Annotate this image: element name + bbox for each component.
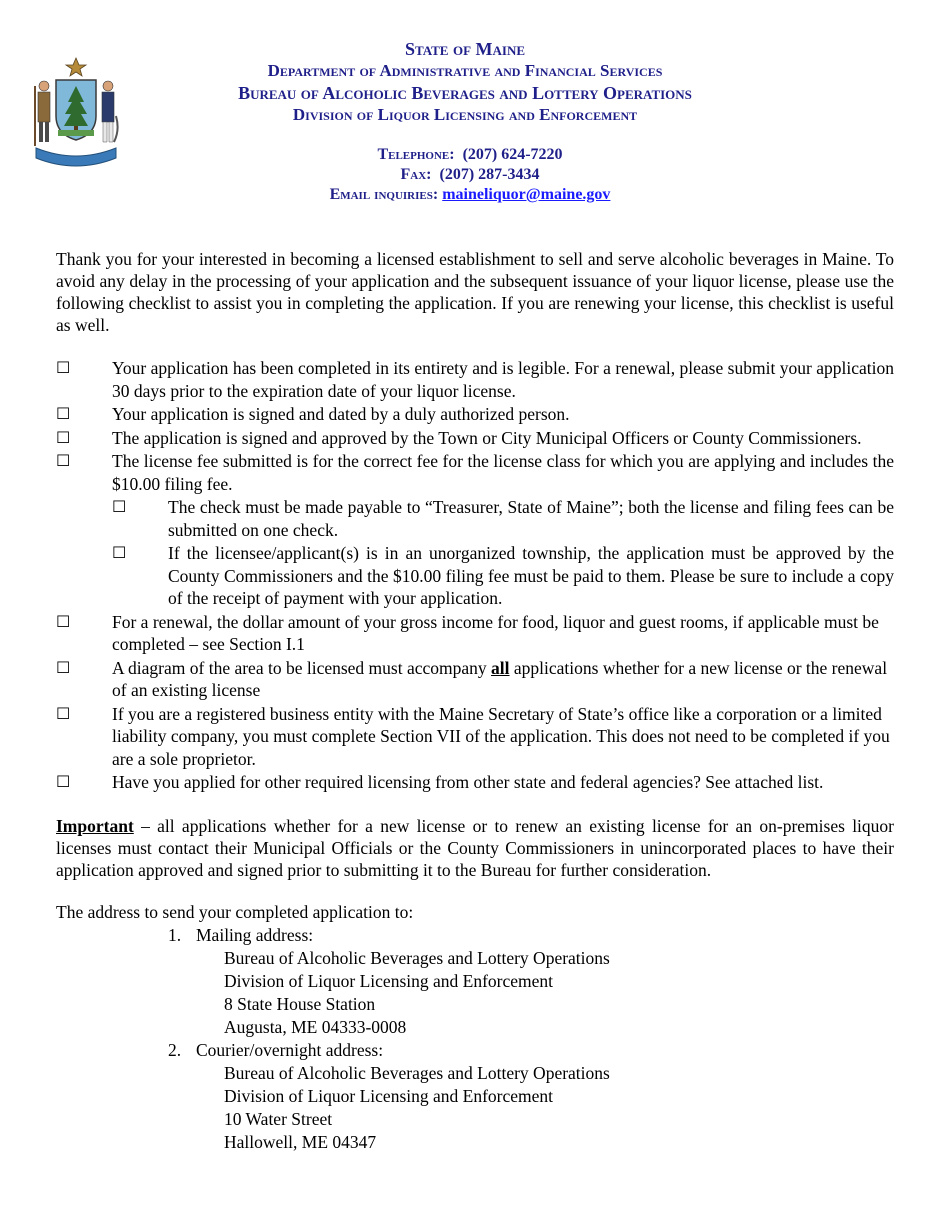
checklist-item bbox=[56, 450, 894, 495]
mailing-address-label: Mailing address: bbox=[196, 925, 314, 945]
checklist-subitem bbox=[112, 542, 894, 610]
address-line: Hallowell, ME 04347 bbox=[224, 1132, 377, 1152]
checkbox-icon[interactable]: ☐ bbox=[56, 703, 71, 723]
address-line: 8 State House Station bbox=[224, 994, 376, 1014]
important-label: Important bbox=[56, 816, 134, 836]
checklist-subitem bbox=[112, 496, 894, 541]
checklist-item bbox=[56, 403, 894, 426]
checklist-item-text: Have you applied for other required licensing from other state and federal agencies? See attached list. bbox=[112, 772, 824, 792]
address-intro: The address to send your completed application to: bbox=[56, 902, 414, 922]
mailing-address-heading bbox=[168, 924, 610, 947]
telephone-line bbox=[240, 145, 700, 165]
checkbox-icon[interactable]: ☐ bbox=[56, 772, 71, 791]
checklist-item bbox=[56, 611, 894, 656]
address-line: Bureau of Alcoholic Beverages and Lottery Operations bbox=[224, 1063, 610, 1083]
checklist-item bbox=[56, 703, 894, 771]
checklist-item-text-after: applications whether for a new license or the renewal of an existing license bbox=[112, 657, 888, 700]
checklist-item-text: The license fee submitted is for the correct fee for the license class for which you are applying and includes the $10.00 filing fee. bbox=[112, 451, 894, 494]
email-label: Email inquiries: bbox=[329, 186, 439, 203]
courier-address bbox=[168, 1062, 610, 1154]
address-list bbox=[168, 924, 610, 1154]
checklist-item-text: For a renewal, the dollar amount of your gross income for food, liquor and guest rooms, if applicable must be completed – see Section I.1 bbox=[112, 611, 879, 654]
contact-block bbox=[240, 145, 700, 205]
important-notice bbox=[56, 815, 894, 881]
telephone-number: (207) 624-7220 bbox=[462, 146, 563, 163]
address-line: 10 Water Street bbox=[224, 1109, 333, 1129]
address-line: Augusta, ME 04333-0008 bbox=[224, 1017, 407, 1037]
division-title: Division of Liquor Licensing and Enforcement bbox=[292, 105, 638, 124]
address-line: Bureau of Alcoholic Beverages and Lottery Operations bbox=[224, 948, 610, 968]
fax-label: Fax: bbox=[400, 166, 432, 183]
checkbox-icon[interactable]: ☐ bbox=[56, 404, 71, 423]
mailing-address bbox=[168, 947, 610, 1039]
checklist-item-text: Your application has been completed in its entirety and is legible. For a renewal, please submit your application 30 days prior to the expiration date of your liquor license. bbox=[112, 358, 894, 401]
courier-address-heading bbox=[168, 1039, 610, 1062]
mailing-address-number: 1. bbox=[168, 925, 182, 945]
fax-number: (207) 287-3434 bbox=[439, 166, 540, 183]
checkbox-icon[interactable]: ☐ bbox=[56, 451, 71, 470]
checklist-item bbox=[56, 357, 894, 402]
checklist-item bbox=[56, 771, 894, 794]
letterhead bbox=[140, 38, 790, 126]
telephone-label: Telephone: bbox=[377, 146, 455, 163]
department-title: Department of Administrative and Financial Services bbox=[267, 61, 663, 80]
email-line bbox=[240, 185, 700, 205]
courier-address-label: Courier/overnight address: bbox=[196, 1040, 384, 1060]
courier-address-number: 2. bbox=[168, 1040, 182, 1060]
checkbox-icon[interactable]: ☐ bbox=[56, 358, 71, 377]
intro-paragraph: Thank you for your interested in becoming a licensed establishment to sell and serve alcoholic beverages in Maine. To avoid any delay in the processing of your application and the subsequent issuance of your liquor license, please use the following checklist to assist you in completing the application. If you are renewing your license, this checklist is useful as well. bbox=[56, 249, 894, 335]
checklist-item bbox=[56, 427, 894, 450]
state-title: State of Maine bbox=[404, 39, 526, 59]
checklist-item-text: If the licensee/applicant(s) is in an unorganized township, the application must be approved by the County Commissioners and the $10.00 filing fee must be paid to them. Please be sure to include a copy of the receipt of payment with your application. bbox=[168, 543, 894, 608]
checkbox-icon[interactable]: ☐ bbox=[56, 657, 71, 677]
checklist-item bbox=[56, 657, 894, 702]
checkbox-icon[interactable]: ☐ bbox=[56, 427, 71, 447]
state-seal-logo bbox=[30, 56, 122, 168]
important-text: – all applications whether for a new license or to renew an existing license for an on-premises liquor licenses must contact their Municipal Officials or the County Commissioners in unincorporated places to have their application approved and signed prior to submitting it to the Bureau for further consideration. bbox=[56, 816, 894, 880]
checklist-item-text: The application is signed and approved by the Town or City Municipal Officers or County Commissioners. bbox=[112, 427, 862, 448]
checklist-item-emphasis: all bbox=[491, 657, 510, 678]
bureau-title: Bureau of Alcoholic Beverages and Lottery Operations bbox=[238, 83, 692, 103]
checklist-item-text: The check must be made payable to “Treasurer, State of Maine”; both the license and filing fees can be submitted on one check. bbox=[168, 497, 894, 540]
checkbox-icon[interactable]: ☐ bbox=[112, 497, 127, 516]
checkbox-icon[interactable]: ☐ bbox=[112, 543, 127, 562]
checklist-item-text: If you are a registered business entity with the Maine Secretary of State’s office like a corporation or a limited liability company, you must complete Section VII of the application. This does not need to be completed if you are a sole proprietor. bbox=[112, 703, 890, 769]
checklist-item-text: Your application is signed and dated by a duly authorized person. bbox=[112, 404, 570, 424]
application-checklist bbox=[56, 357, 894, 795]
fax-line bbox=[240, 165, 700, 185]
email-link[interactable]: maineliquor@maine.gov bbox=[442, 186, 611, 203]
address-line: Division of Liquor Licensing and Enforcement bbox=[224, 1086, 554, 1106]
address-line: Division of Liquor Licensing and Enforcement bbox=[224, 971, 554, 991]
checklist-item-text-before: A diagram of the area to be licensed must accompany bbox=[112, 657, 492, 678]
checkbox-icon[interactable]: ☐ bbox=[56, 611, 71, 631]
